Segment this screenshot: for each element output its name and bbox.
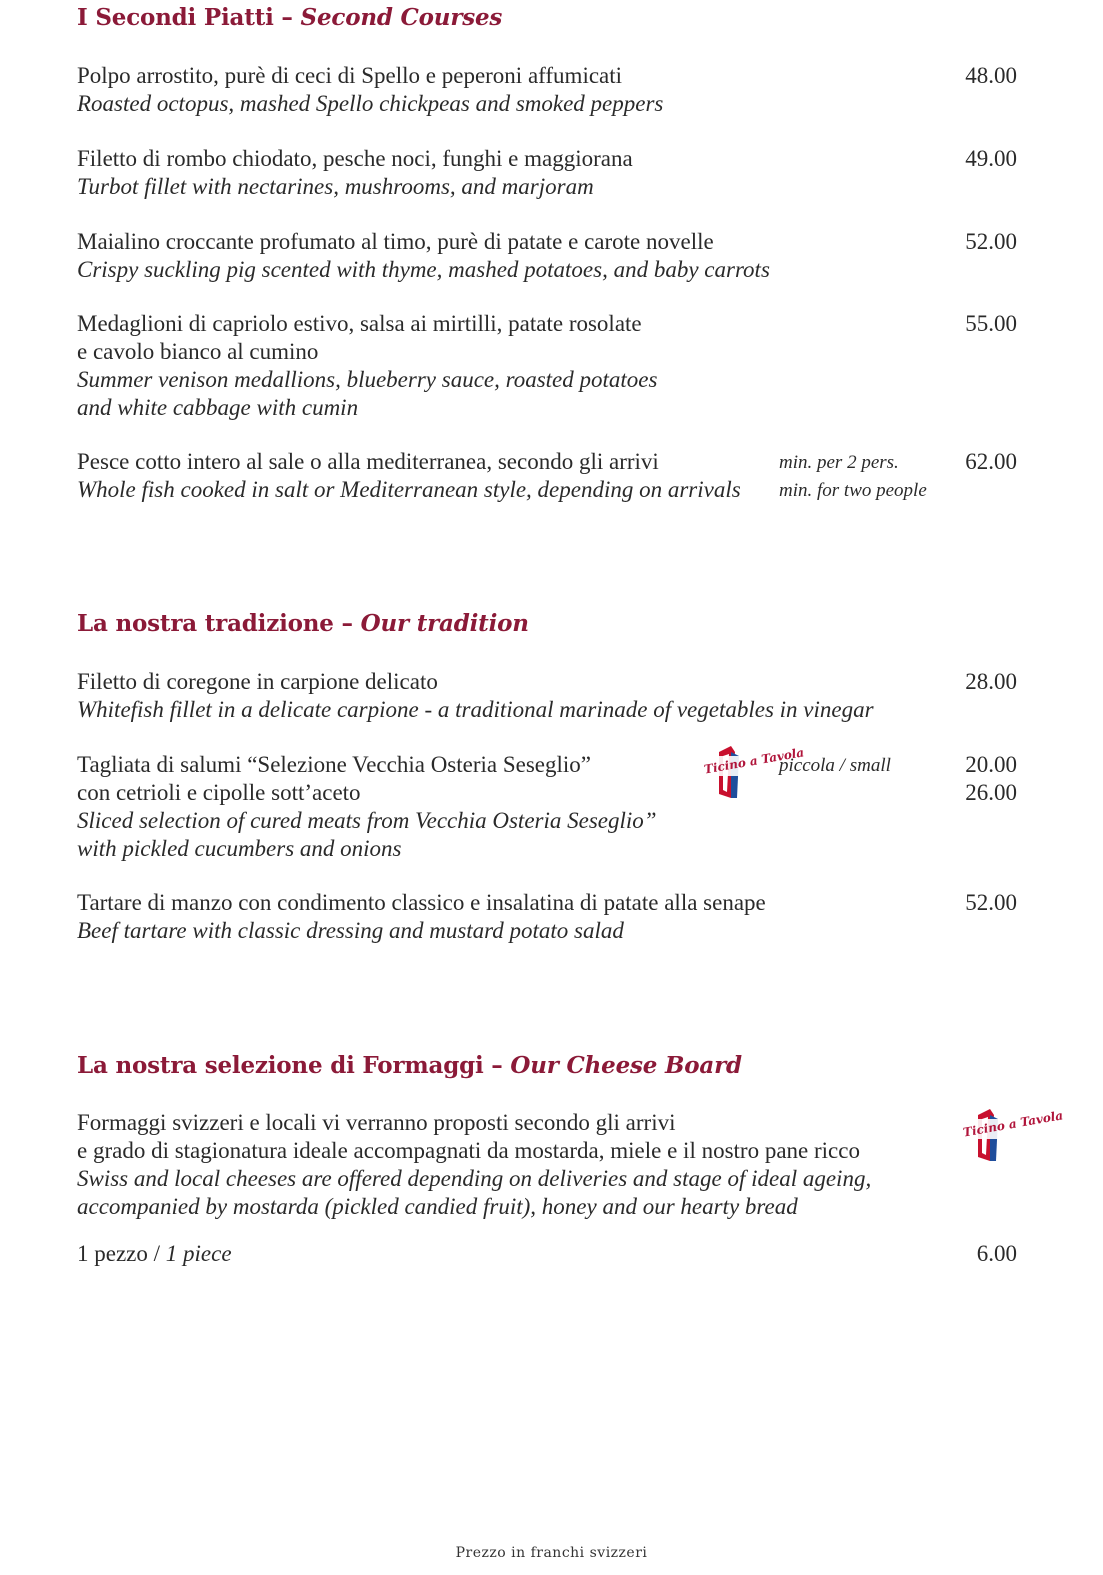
item-name-en: Whole fish cooked in salt or Mediterranean style, depending on arrivals [77, 477, 741, 502]
svg-text:Ticino a Tavola: Ticino a Tavola [962, 1108, 1065, 1140]
item-name-en-cont: accompanied by mostarda (pickled candied fruit), honey and our hearty bread [77, 1194, 798, 1219]
item-name-en-cont: and white cabbage with cumin [77, 395, 359, 420]
section-title-it: I Secondi Piatti – [77, 4, 293, 31]
item-name-en-cont: with pickled cucumbers and onions [77, 836, 402, 861]
item-price: 52.00 [965, 890, 1017, 915]
item-name-it: Maialino croccante profumato al timo, purè di patate e carote novelle [77, 229, 714, 254]
item-price: 52.00 [965, 229, 1017, 254]
item-name-en: Sliced selection of cured meats from Vecchia Osteria Seseglio” [77, 808, 657, 833]
item-name-it: Filetto di rombo chiodato, pesche noci, funghi e maggiorana [77, 146, 633, 171]
ticino-a-tavola-logo-icon [960, 1105, 1065, 1165]
item-note-en: min. for two people [779, 480, 927, 501]
section-title-formaggi [77, 1052, 742, 1079]
item-price: 55.00 [965, 311, 1017, 336]
item-name-it: Filetto di coregone in carpione delicato [77, 669, 438, 694]
item-note-size: piccola / small [779, 755, 891, 776]
item-name-it: Tagliata di salumi “Selezione Vecchia Osteria Seseglio” [77, 752, 592, 777]
item-price: 6.00 [976, 1241, 1017, 1266]
item-name-en: Whitefish fillet in a delicate carpione - a traditional marinade of vegetables in vinegar [77, 697, 874, 722]
section-title-en: Our Cheese Board [510, 1052, 742, 1079]
item-name-it: Formaggi svizzeri e locali vi verranno proposti secondo gli arrivi [77, 1110, 676, 1135]
item-name-it-cont: e cavolo bianco al cumino [77, 339, 319, 364]
item-unit-it: 1 pezzo / [77, 1241, 161, 1266]
item-name-en: Beef tartare with classic dressing and mustard potato salad [77, 918, 624, 943]
item-unit-en: 1 piece [165, 1241, 232, 1266]
item-name-it-cont: con cetrioli e cipolle sott’aceto [77, 780, 361, 805]
item-name-it: Polpo arrostito, purè di ceci di Spello e peperoni affumicati [77, 63, 623, 88]
section-title-tradizione [77, 610, 529, 637]
item-name-en: Turbot fillet with nectarines, mushrooms, and marjoram [77, 174, 594, 199]
item-price: 48.00 [965, 63, 1017, 88]
item-name-it: Tartare di manzo con condimento classico e insalatina di patate alla senape [77, 890, 766, 915]
item-unit [77, 1240, 232, 1268]
item-name-en: Crispy suckling pig scented with thyme, mashed potatoes, and baby carrots [77, 257, 770, 282]
section-title-secondi [77, 4, 502, 31]
item-name-it-cont: e grado di stagionatura ideale accompagnati da mostarda, miele e il nostro pane ricco [77, 1138, 860, 1163]
item-price: 62.00 [965, 449, 1017, 474]
item-price-large: 26.00 [965, 780, 1017, 805]
item-price-small: 20.00 [965, 752, 1017, 777]
section-title-en: Second Courses [300, 4, 503, 31]
item-name-en: Summer venison medallions, blueberry sauce, roasted potatoes [77, 367, 658, 392]
svg-text:Ticino a Tavola: Ticino a Tavola [703, 745, 806, 777]
item-name-en: Swiss and local cheeses are offered depending on deliveries and stage of ideal ageing, [77, 1166, 872, 1191]
section-title-it: La nostra tradizione – [77, 610, 353, 637]
section-title-en: Our tradition [360, 610, 529, 637]
price-currency-footer: Prezzo in franchi svizzeri [455, 1545, 648, 1561]
ticino-a-tavola-logo-icon [701, 742, 806, 802]
item-price: 28.00 [965, 669, 1017, 694]
item-note-it: min. per 2 pers. [779, 452, 899, 473]
item-name-it: Pesce cotto intero al sale o alla mediterranea, secondo gli arrivi [77, 449, 659, 474]
section-title-it: La nostra selezione di Formaggi – [77, 1052, 503, 1079]
item-name-it: Medaglioni di capriolo estivo, salsa ai mirtilli, patate rosolate [77, 311, 642, 336]
item-price: 49.00 [965, 146, 1017, 171]
item-name-en: Roasted octopus, mashed Spello chickpeas and smoked peppers [77, 91, 664, 116]
